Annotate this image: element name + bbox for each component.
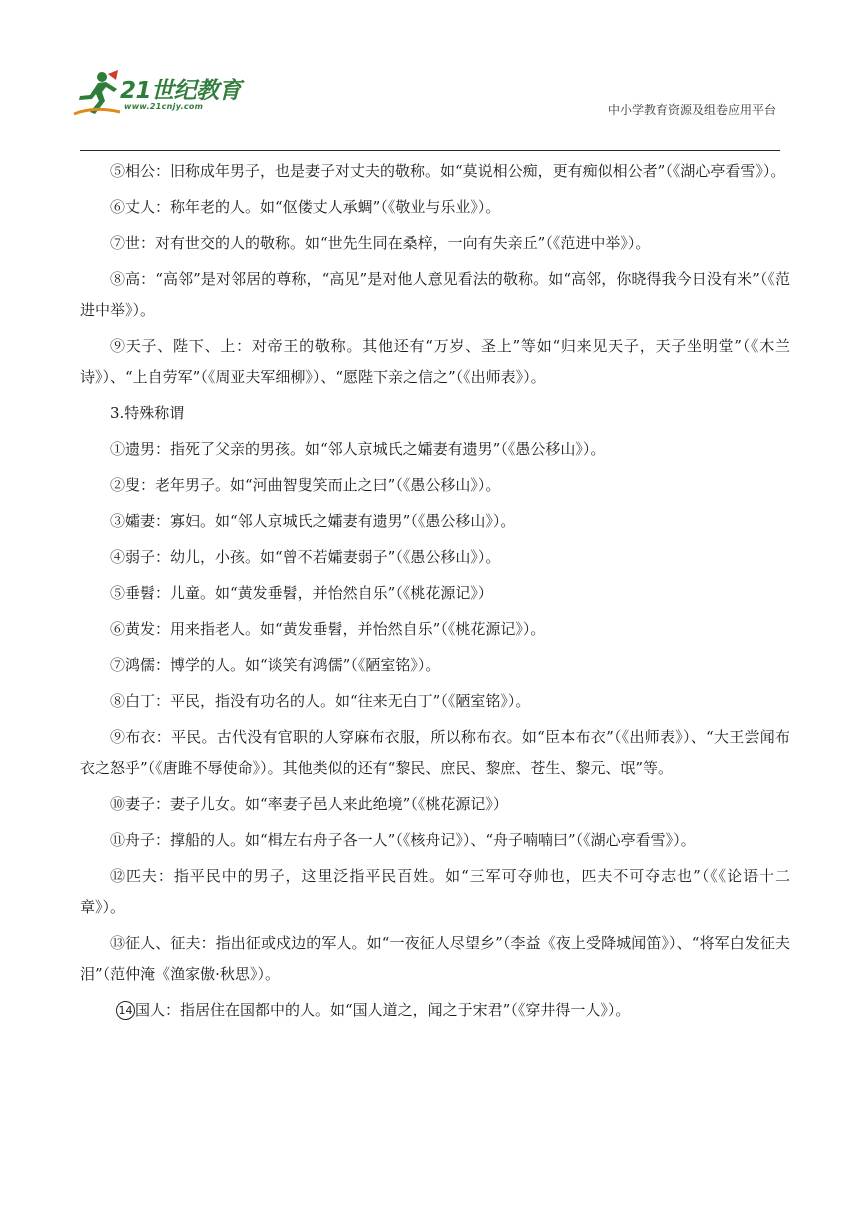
paragraph: ③孀妻：寡妇。如“邻人京城氏之孀妻有遗男”（《愚公移山》）。: [110, 512, 516, 530]
paragraph: ⑦世：对有世交的人的敬称。如“世先生同在桑梓，一向有失亲丘”（《范进中举》）。: [110, 234, 651, 252]
paragraph: ⑨布衣：平民。古代没有官职的人穿麻布衣服，所以称布衣。如“臣本布衣”（《出师表》）、“大王尝闻布衣之怒乎”（《唐雎不辱使命》）。其他类似的还有“黎民、庶民、黎庶、苍生、黎元、氓”等。: [80, 728, 790, 777]
paragraph: ⑩妻子：妻子儿女。如“率妻子邑人来此绝境”（《桃花源记》）: [110, 795, 508, 813]
logo: [72, 70, 247, 120]
paragraph: ⑧高：“高邻”是对邻居的尊称，“高见”是对他人意见看法的敬称。如“高邻，你晓得我今日没有米”（《范进中举》）。: [80, 270, 790, 319]
paragraph: ⑥黄发：用来指老人。如“黄发垂髫，并怡然自乐”（《桃花源记》）。: [110, 620, 546, 638]
paragraph: ⑬征人、征夫：指出征或戍边的军人。如“一夜征人尽望乡”（李益《夜上受降城闻笛》）、“将军白发征夫泪”（范仲淹《渔家傲·秋思》）。: [80, 934, 790, 983]
header-divider: [80, 150, 780, 151]
logo-url: www.21cnjy.com: [124, 102, 204, 111]
paragraph: ⑤相公：旧称成年男子，也是妻子对丈夫的敬称。如“莫说相公痴，更有痴似相公者”（《湖心亭看雪》）。: [110, 162, 786, 180]
paragraph: ⑥丈人：称年老的人。如“伛偻丈人承蜩”（《敬业与乐业》）。: [110, 198, 501, 216]
paragraph: ⑤垂髫：儿童。如“黄发垂髫，并怡然自乐”（《桃花源记》）: [110, 584, 493, 602]
paragraph: ⑫匹夫：指平民中的男子，这里泛指平民百姓。如“三军可夺帅也，匹夫不可夺志也”（《《论语十二章》）。: [80, 867, 790, 916]
paragraph: ①遗男：指死了父亲的男孩。如“邻人京城氏之孀妻有遗男”（《愚公移山》）。: [110, 440, 606, 458]
circled-number: 14: [116, 1001, 135, 1020]
page-header: [0, 0, 860, 160]
section-heading: 3.特殊称谓: [110, 404, 185, 422]
document-body: [80, 156, 790, 1031]
paragraph: ⑨天子、陛下、上：对帝王的敬称。其他还有“万岁、圣上”等如“归来见天子，天子坐明堂”（《木兰诗》）、“上自劳军”（《周亚夫军细柳》）、“愿陛下亲之信之”（《出师表》）。: [80, 337, 790, 386]
paragraph: ⑦鸿儒：博学的人。如“谈笑有鸿儒”（《陋室铭》）。: [110, 656, 441, 674]
paragraph: ⑧白丁：平民，指没有功名的人。如“往来无白丁”（《陋室铭》）。: [110, 692, 531, 710]
logo-text: 21世纪教育: [120, 78, 242, 104]
paragraph-text: 国人：指居住在国都中的人。如“国人道之，闻之于宋君”（《穿井得一人》）。: [135, 1001, 631, 1019]
paragraph: ⑪舟子：撑船的人。如“楫左右舟子各一人”（《核舟记》）、“舟子喃喃曰”（《湖心亭看雪》）。: [110, 831, 696, 849]
paragraph: [80, 995, 790, 1026]
platform-title: 中小学教育资源及组卷应用平台: [607, 103, 776, 117]
paragraph: ②叟：老年男子。如“河曲智叟笑而止之曰”（《愚公移山》）。: [110, 476, 501, 494]
paragraph: ④弱子：幼儿，小孩。如“曾不若孀妻弱子”（《愚公移山》）。: [110, 548, 501, 566]
